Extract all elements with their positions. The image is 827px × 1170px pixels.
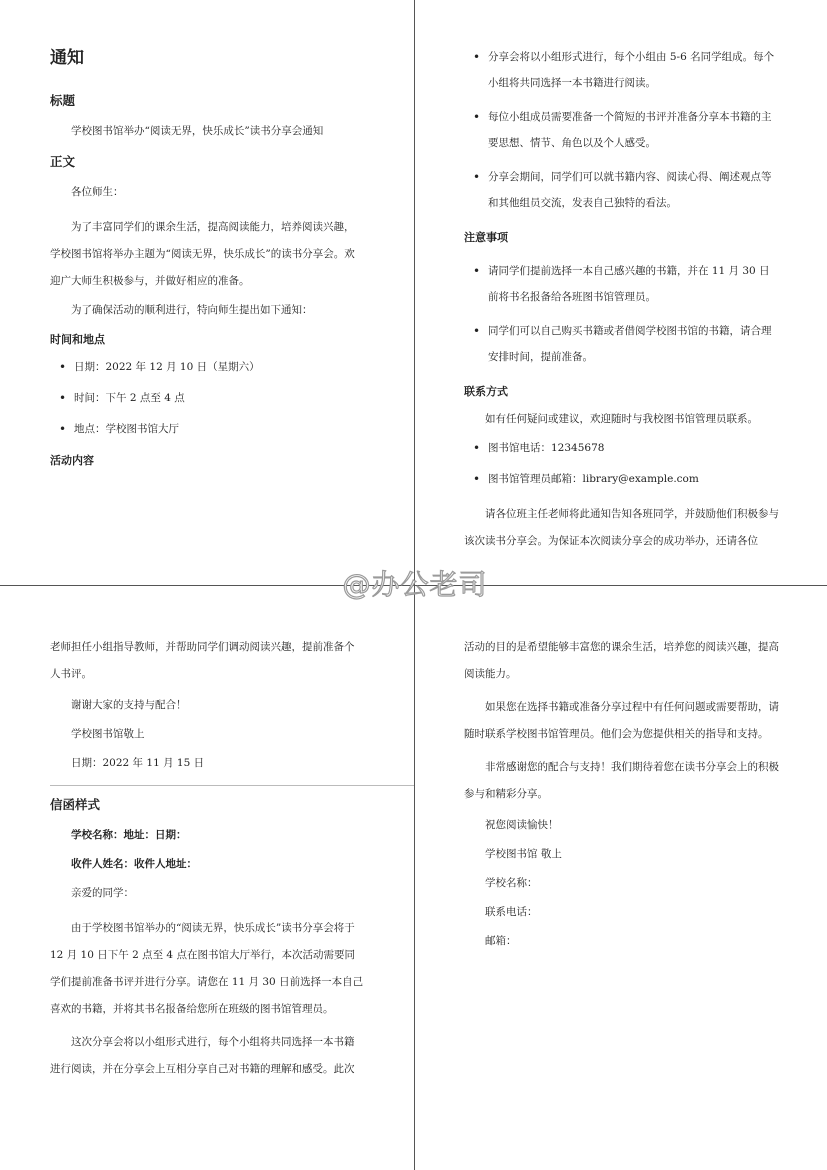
subject-line: 学校图书馆举办“阅读无界，快乐成长”读书分享会通知 xyxy=(71,125,324,137)
heading-time-place: 时间和地点 xyxy=(50,333,105,346)
heading-title: 标题 xyxy=(50,93,76,108)
heading-body: 正文 xyxy=(50,154,76,169)
sign-line: 学校图书馆 敬上 xyxy=(485,848,562,860)
heading-notes: 注意事项 xyxy=(464,231,508,244)
closing-paragraph-start: 请各位班主任老师将此通知告知各班同学，并鼓励他们积极参与该次读书分享会。为保证本次阅读分享会的成功举办，还请各位 xyxy=(464,508,779,547)
notes-list xyxy=(464,258,779,370)
section-divider xyxy=(50,785,414,786)
page-2 xyxy=(414,0,827,585)
page-3 xyxy=(0,586,414,1170)
salutation: 各位师生： xyxy=(71,186,124,198)
email-field: 邮箱： xyxy=(485,935,517,947)
list-item: • 请同学们提前选择一本自己感兴趣的书籍，并在 11 月 30 日前将书名报备给各班图书馆管理员。 xyxy=(464,258,779,310)
list-item: • 日期：2022 年 12 月 10 日（星期六） xyxy=(50,360,364,375)
list-item: • 时间：下午 2 点至 4 点 xyxy=(50,391,364,406)
list-item: • 图书馆电话：12345678 xyxy=(464,441,779,456)
list-item: • 图书馆管理员邮箱：library@example.com xyxy=(464,472,779,487)
closing-paragraph-end: 老师担任小组指导教师，并帮助同学们调动阅读兴趣，提前准备个人书评。 xyxy=(50,641,355,680)
wish-line: 祝您阅读愉快！ xyxy=(485,819,559,831)
page-1 xyxy=(0,0,414,585)
list-item: • 每位小组成员需要准备一个简短的书评并准备分享本书籍的主要思想、情节、角色以及个人感受。 xyxy=(464,104,779,156)
letter-field-school: 学校名称：地址：日期： xyxy=(71,829,187,841)
intro-paragraph-2: 为了确保活动的顺利进行，特向师生提出如下通知： xyxy=(71,304,313,316)
heading-activity-content: 活动内容 xyxy=(50,454,94,467)
contact-list xyxy=(464,441,779,487)
contact-intro: 如有任何疑问或建议，欢迎随时与我校图书馆管理员联系。 xyxy=(485,413,758,425)
time-place-list xyxy=(50,360,364,437)
letter-field-recipient: 收件人姓名：收件人地址： xyxy=(71,858,197,870)
letter-paragraph-2-end: 活动的目的是希望能够丰富您的课余生活，培养您的阅读兴趣，提高阅读能力。 xyxy=(464,641,779,680)
phone-field: 联系电话： xyxy=(485,906,538,918)
heading-letter-template: 信函样式 xyxy=(50,797,101,812)
school-name-field: 学校名称： xyxy=(485,877,538,889)
activity-content-list xyxy=(464,44,779,216)
intro-paragraph: 为了丰富同学们的课余生活，提高阅读能力，培养阅读兴趣，学校图书馆将举办主题为“阅读无界，快乐成长”的读书分享会。欢迎广大师生积极参与，并做好相应的准备。 xyxy=(50,221,355,287)
letter-paragraph-1: 由于学校图书馆举办的“阅读无界，快乐成长”读书分享会将于 12 月 10 日下午 2 点至 4 点在图书馆大厅举行，本次活动需要同学们提前准备书评并进行分享。请您在 11 月 30 日前选择一本自己喜欢的书籍，并将其书名报备给您所在班级的图书馆管理员。 xyxy=(50,922,364,1015)
letter-paragraph-4: 非常感谢您的配合与支持！我们期待着您在读书分享会上的积极参与和精彩分享。 xyxy=(464,761,779,800)
list-item: • 分享会将以小组形式进行，每个小组由 5-6 名同学组成。每个小组将共同选择一本书籍进行阅读。 xyxy=(464,44,779,96)
list-item: • 同学们可以自己购买书籍或者借阅学校图书馆的书籍，请合理安排时间，提前准备。 xyxy=(464,318,779,370)
list-item: • 分享会期间，同学们可以就书籍内容、阅读心得、阐述观点等和其他组员交流，发表自己独特的看法。 xyxy=(464,164,779,216)
letter-greeting: 亲爱的同学： xyxy=(71,887,134,899)
heading-contact: 联系方式 xyxy=(464,385,508,398)
page-4 xyxy=(414,586,827,1170)
document-title: 通知 xyxy=(50,48,84,68)
letter-paragraph-3: 如果您在选择书籍或准备分享过程中有任何问题或需要帮助，请随时联系学校图书馆管理员。他们会为您提供相关的指导和支持。 xyxy=(464,701,779,740)
list-item: • 地点：学校图书馆大厅 xyxy=(50,422,364,437)
signature-line: 学校图书馆敬上 xyxy=(71,728,145,740)
date-line: 日期：2022 年 11 月 15 日 xyxy=(71,757,205,769)
watermark-logo: @办公老司 xyxy=(342,568,488,601)
letter-paragraph-2-start: 这次分享会将以小组形式进行，每个小组将共同选择一本书籍进行阅读，并在分享会上互相分享自己对书籍的理解和感受。此次 xyxy=(50,1036,355,1075)
thanks-line: 谢谢大家的支持与配合！ xyxy=(71,699,187,711)
